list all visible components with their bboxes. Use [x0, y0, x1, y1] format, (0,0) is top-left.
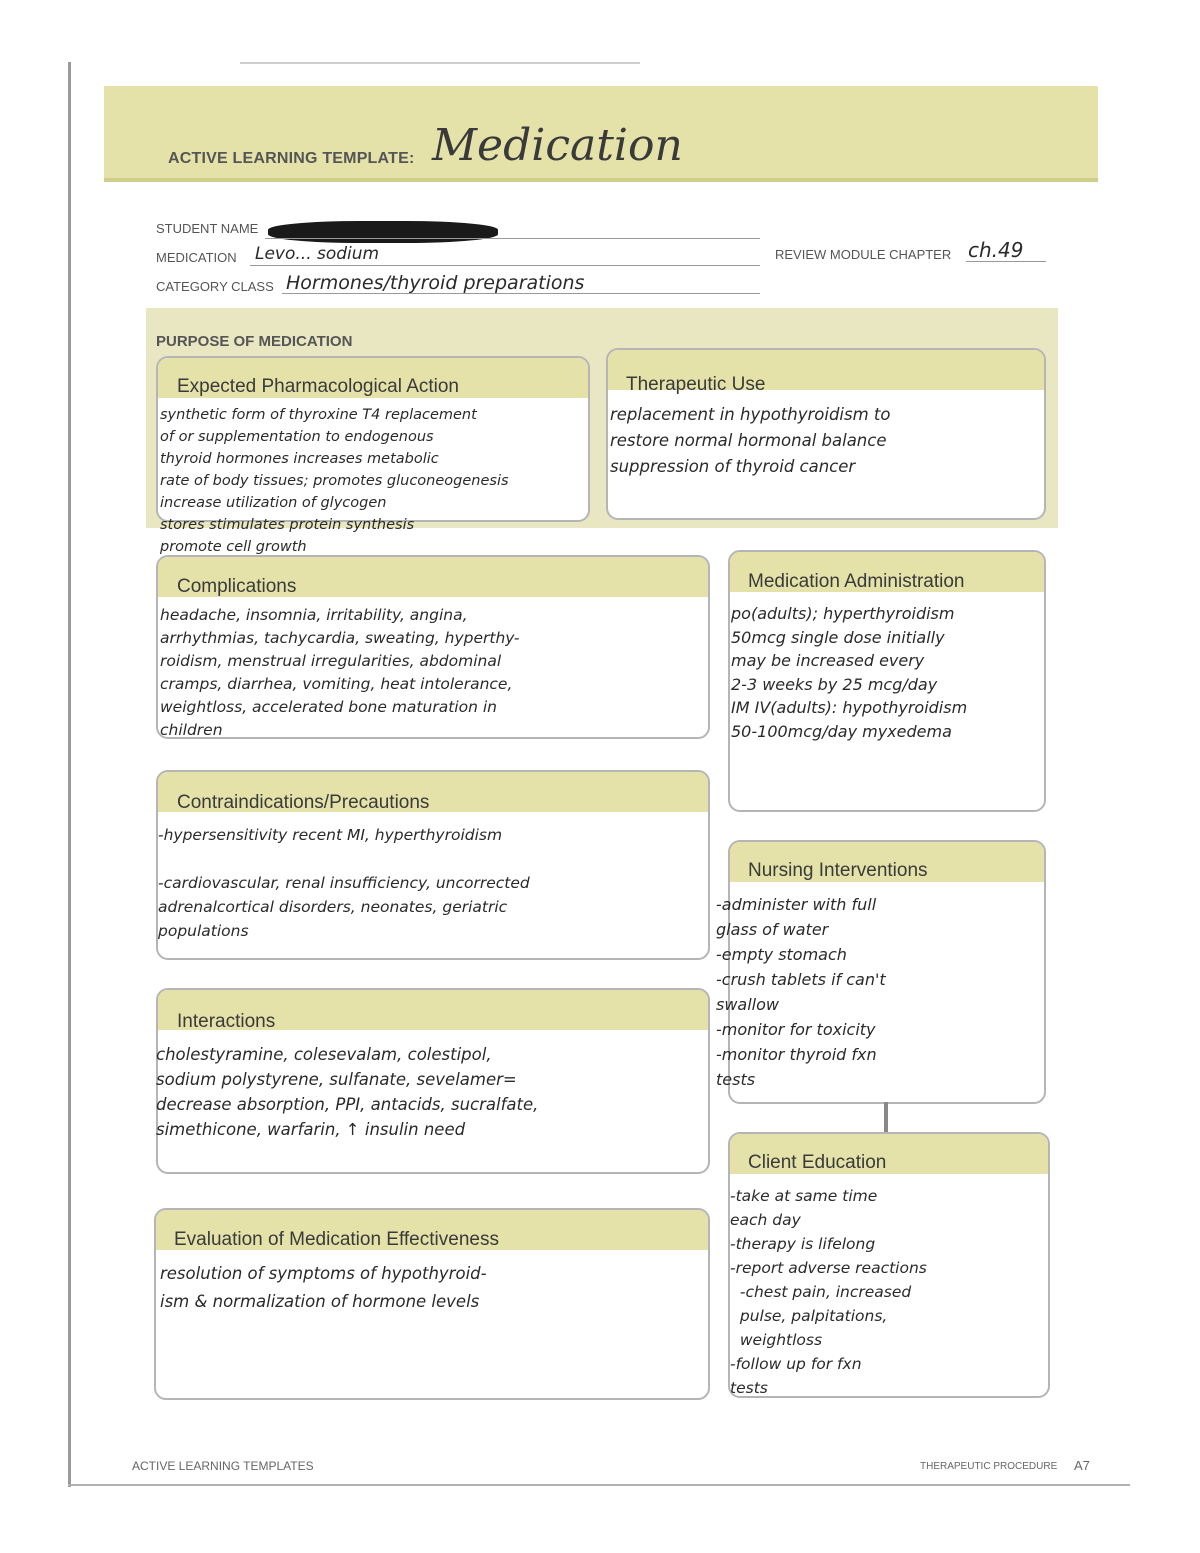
medication-label: MEDICATION [156, 250, 237, 265]
review-module-value: ch.49 [968, 238, 1024, 262]
nursing-interventions-text: -administer with full glass of water -empty stomach -crush tablets if can't swallow -monitor for toxicity -monitor thyroid fxn tests [716, 895, 886, 1089]
interactions-text: cholestyramine, colesevalam, colestipol, sodium polystyrene, sulfanate, sevelamer= decrease absorption, PPI, antacids, sucralfate, simethicone, warfarin, ↑ insulin need [156, 1045, 539, 1139]
therapeutic-use-title: Therapeutic Use [626, 374, 766, 395]
expected-action-title: Expected Pharmacological Action [177, 376, 459, 397]
review-module-label: REVIEW MODULE CHAPTER [775, 247, 952, 262]
page-number: A7 [1074, 1458, 1090, 1473]
page-title: Medication [432, 120, 683, 171]
complications-title: Complications [177, 576, 297, 597]
purpose-label: PURPOSE OF MEDICATION [156, 333, 353, 350]
client-education-text: -take at same time each day -therapy is lifelong -report adverse reactions -chest pain, increased pulse, palpitations, weightloss -follow up for fxn tests [730, 1187, 927, 1397]
administration-title: Medication Administration [748, 571, 965, 592]
student-name-field [265, 238, 760, 239]
footer-left: ACTIVE LEARNING TEMPLATES [132, 1459, 314, 1473]
category-value: Hormones/thyroid preparations [286, 272, 585, 294]
template-label: ACTIVE LEARNING TEMPLATE: [168, 150, 415, 167]
evaluation-text: resolution of symptoms of hypothyroid- ism & normalization of hormone levels [160, 1264, 487, 1311]
complications-text: headache, insomnia, irritability, angina, arrhythmias, tachycardia, sweating, hyperthy- roidism, menstrual irregularities, abdominal cramps, diarrhea, vomiting, heat intolerance, weightloss, accelerated bone maturation in children [160, 606, 520, 739]
student-name-label: STUDENT NAME [156, 221, 259, 236]
contraindications-title: Contraindications/Precautions [177, 792, 430, 813]
therapeutic-use-text: replacement in hypothyroidism to restore normal hormonal balance suppression of thyroid cancer [610, 405, 891, 476]
connector-line [884, 1102, 888, 1134]
expected-action-text: synthetic form of thyroxine T4 replacement of or supplementation to endogenous thyroid hormones increases metabolic rate of body tissues; promotes gluconeogenesis increase utilization of glycogen stores stimulates protein synthesis promote cell growth [160, 407, 509, 555]
nursing-interventions-title: Nursing Interventions [748, 860, 928, 881]
page-edge [68, 1484, 1130, 1486]
client-education-title: Client Education [748, 1152, 887, 1173]
page-edge [68, 62, 71, 1487]
footer-right: THERAPEUTIC PROCEDURE [920, 1461, 1058, 1472]
evaluation-title: Evaluation of Medication Effectiveness [174, 1229, 499, 1250]
contraindications-text: -hypersensitivity recent MI, hyperthyroidism -cardiovascular, renal insufficiency, uncorrected adrenalcortical disorders, neonates, geriatric populations [158, 826, 530, 940]
medication-field [250, 265, 760, 266]
medication-value: Levo... sodium [255, 244, 380, 264]
category-label: CATEGORY CLASS [156, 279, 274, 294]
redaction-mark [268, 221, 498, 243]
interactions-title: Interactions [177, 1011, 276, 1032]
administration-text: po(adults); hyperthyroidism 50mcg single dose initially may be increased every 2-3 weeks by 25 mcg/day IM IV(adults): hypothyroidism 50-100mcg/day myxedema [731, 604, 968, 741]
page-edge [240, 62, 640, 64]
